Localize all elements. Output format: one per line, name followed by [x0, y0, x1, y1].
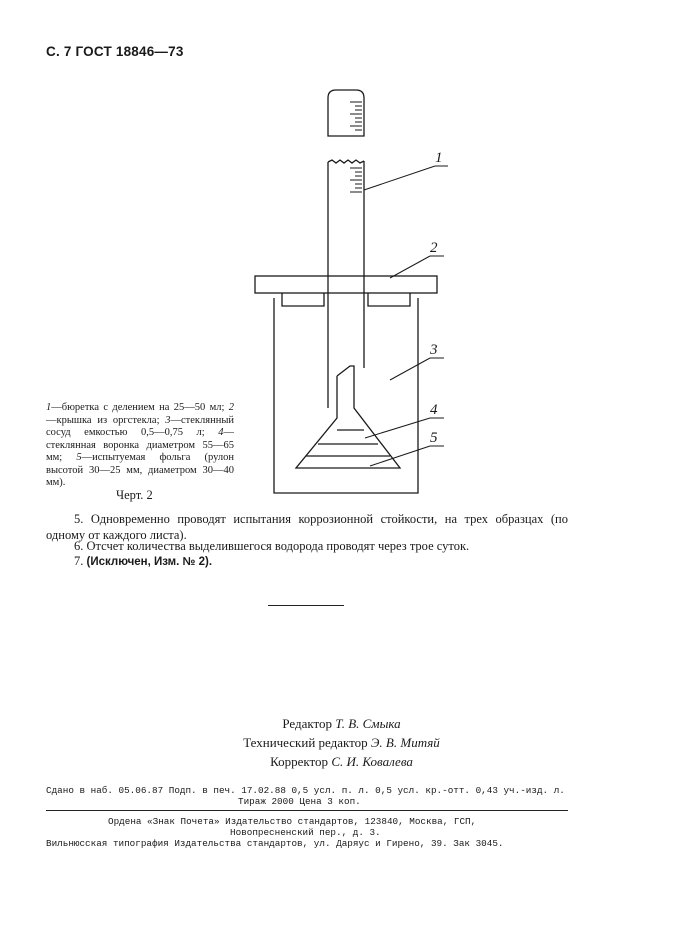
label-5: 5 [430, 430, 438, 446]
figure-title: Черт. 2 [116, 488, 153, 502]
separator [268, 605, 344, 606]
imprint-rule [46, 810, 568, 811]
paragraph-5: 5. Одновременно проводят испытания коррозионной стойкости, на трех образцах (по одному от каждого листа). [46, 512, 568, 542]
paragraph-7: 7. (Исключен, Изм. № 2). [74, 554, 213, 568]
corrector-line: Корректор С. И. Ковалева [270, 754, 413, 769]
imprint-line-3: Ордена «Знак Почета» Издательство стандартов, 123840, Москва, ГСП, [108, 816, 477, 827]
funnel [296, 366, 400, 468]
imprint-line-2: Тираж 2000 Цена 3 коп. [238, 796, 361, 807]
paragraph-6: 6. Отсчет количества выделившегося водорода проводят через трое суток. [74, 539, 470, 553]
apparatus-figure [240, 88, 460, 502]
label-1: 1 [435, 150, 443, 166]
lid [255, 276, 437, 293]
figure-caption: 1—бюретка с делением на 25—50 мл; 2—крышка из оргстекла; 3—стеклянный сосуд емкостью 0,5—0,75 л; 4—стеклянная воронка диаметром 55—65 мм; 5—испытуемая фольга (рулон высотой 30—25 мм, диаметром 30—40 мм). [46, 402, 234, 488]
imprint-line-5: Вильнюсская типография Издательства стандартов, ул. Даряус и Гирено, 39. Зак 3045. [46, 838, 504, 849]
imprint-line-1: Сдано в наб. 05.06.87 Подп. в печ. 17.02.88 0,5 усл. п. л. 0,5 усл. кр.-отт. 0,43 уч.-изд. л. [46, 785, 565, 796]
label-2: 2 [430, 240, 438, 256]
page-header: С. 7 ГОСТ 18846—73 [46, 44, 184, 59]
editor-line: Редактор Т. В. Смыка [282, 716, 401, 731]
label-4: 4 [430, 402, 438, 418]
label-3: 3 [430, 342, 438, 358]
tech-editor-line: Технический редактор Э. В. Митяй [243, 735, 440, 750]
imprint-line-4: Новопресненский пер., д. 3. [230, 827, 381, 838]
burette-top [328, 90, 364, 136]
